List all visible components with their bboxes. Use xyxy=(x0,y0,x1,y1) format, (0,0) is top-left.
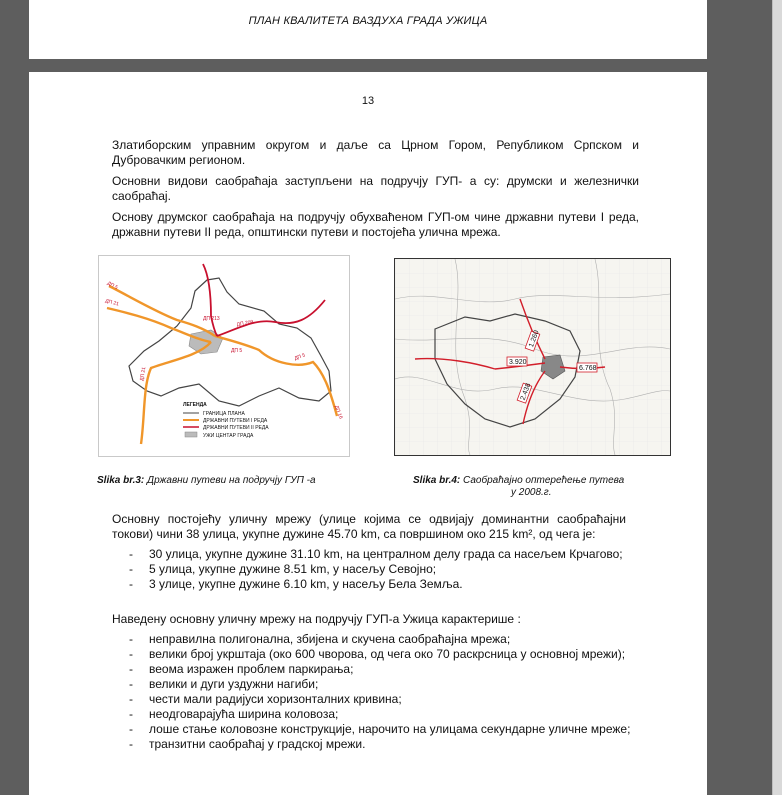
paragraph-2: Основни видови саобраћаја заступљени на подручју ГУП- а су: друмски и железнички саобраћај. xyxy=(112,174,639,203)
previous-page xyxy=(29,0,707,59)
paragraph-street-network: Основну постојећу уличну мрежу (улице којима се одвијају доминантни саобраћајни токови) чини 38 улица, укупне дужине 45.70 km, са површином око 215 km², од чега је: xyxy=(112,512,626,541)
traffic-label-3: 6.768 xyxy=(579,365,597,372)
traffic-label-2: 3.920 xyxy=(509,359,527,366)
paragraph-characteristics: Наведену основну уличну мрежу на подручју ГУП-а Ужица карактерише : xyxy=(112,612,521,626)
page-number: 13 xyxy=(361,95,375,107)
legend-item-center: УЖИ ЦЕНТАР ГРАДА xyxy=(203,433,254,439)
characteristics-list xyxy=(129,632,639,752)
figure-4-caption-line2: у 2008.г. xyxy=(511,487,552,498)
figure-4-caption-text: Саобраћајно оптерећење путева xyxy=(460,475,625,486)
road-label-dp213: ДП 213 xyxy=(203,316,220,322)
traffic-label-1: 1.260 xyxy=(528,329,541,349)
document-page xyxy=(29,72,707,795)
state-roads-map xyxy=(98,255,350,457)
road-label-dp5-nw: ДП 5 xyxy=(106,280,119,292)
legend-item-boundary: ГРАНИЦА ПЛАНА xyxy=(203,411,245,417)
road-label-dp209: ДП 209 xyxy=(236,319,254,328)
list-item: - 30 улица, укупне дужине 31.10 km, на централном делу града са насељем Крчагово; xyxy=(129,547,639,562)
road-label-dp5-east: ДП 5 xyxy=(293,352,307,362)
list-item: - лоше стање коловозне конструкције, нарочито на улицама секундарне уличне мреже; xyxy=(129,722,639,737)
figure-4-caption xyxy=(413,475,624,487)
list-item: - чести мали радијуси хоризонталних кривина; xyxy=(129,692,639,707)
window-right-edge xyxy=(772,0,782,795)
legend-item-state-i: ДРЖАВНИ ПУТЕВИ I РЕДА xyxy=(203,418,268,424)
list-item: - велики и дуги уздужни нагиби; xyxy=(129,677,639,692)
state-road-i-west xyxy=(109,286,215,336)
road-label-dp16: ДП 16 xyxy=(333,404,344,420)
state-road-ii-north xyxy=(203,264,217,336)
figure-3-caption-text: Државни путеви на подручју ГУП -а xyxy=(144,475,316,486)
state-roads-map-graphic xyxy=(99,256,349,456)
list-item: - велики број укрштаја (око 600 чворова, од чега око 70 раскрсница у основној мрежи); xyxy=(129,647,639,662)
list-item: - транзитни саобраћај у градској мрежи. xyxy=(129,737,639,752)
legend-title: ЛЕГЕНДА xyxy=(183,402,207,408)
plan-boundary xyxy=(129,278,331,406)
list-item: - 3 улице, укупне дужине 6.10 km, у насељу Бела Земља. xyxy=(129,577,639,592)
figure-4-caption-label: Slika br.4: xyxy=(413,475,461,486)
list-item: - неправилна полигонална, збијена и скучена саобраћајна мрежа; xyxy=(129,632,639,647)
list-item: - 5 улица, укупне дужине 8.51 km, у насељу Севојно; xyxy=(129,562,639,577)
traffic-load-map xyxy=(394,258,671,456)
figure-3-caption-label: Slika br.3: xyxy=(97,475,145,486)
road-label-dp21-nw: ДП 21 xyxy=(104,298,120,308)
paragraph-3: Основу друмског саобраћаја на подручју обухваћеном ГУП-ом чине државни путеви I реда, државни путеви II реда, општински путеви и постојећа улична мрежа. xyxy=(112,210,639,239)
map-legend xyxy=(183,402,269,439)
list-item: - веома изражен проблем паркирања; xyxy=(129,662,639,677)
street-list xyxy=(129,547,639,592)
figure-3-caption xyxy=(97,475,316,487)
list-item: - неодговарајућа ширина коловоза; xyxy=(129,707,639,722)
legend-item-state-ii: ДРЖАВНИ ПУТЕВИ II РЕДА xyxy=(203,425,269,431)
traffic-load-map-graphic xyxy=(395,259,670,455)
road-label-dp21-south: ДП 21 xyxy=(139,366,148,382)
traffic-label-4: 2.438 xyxy=(519,382,533,402)
state-road-ii-east xyxy=(217,300,325,336)
page-header-title: ПЛАН КВАЛИТЕТА ВАЗДУХА ГРАДА УЖИЦА xyxy=(248,15,488,27)
road-label-dp5-center: ДП 5 xyxy=(231,348,243,354)
paragraph-1: Златиборским управним округом и даље са Црном Гором, Републиком Српском и Дубровачким регионом. xyxy=(112,138,639,167)
